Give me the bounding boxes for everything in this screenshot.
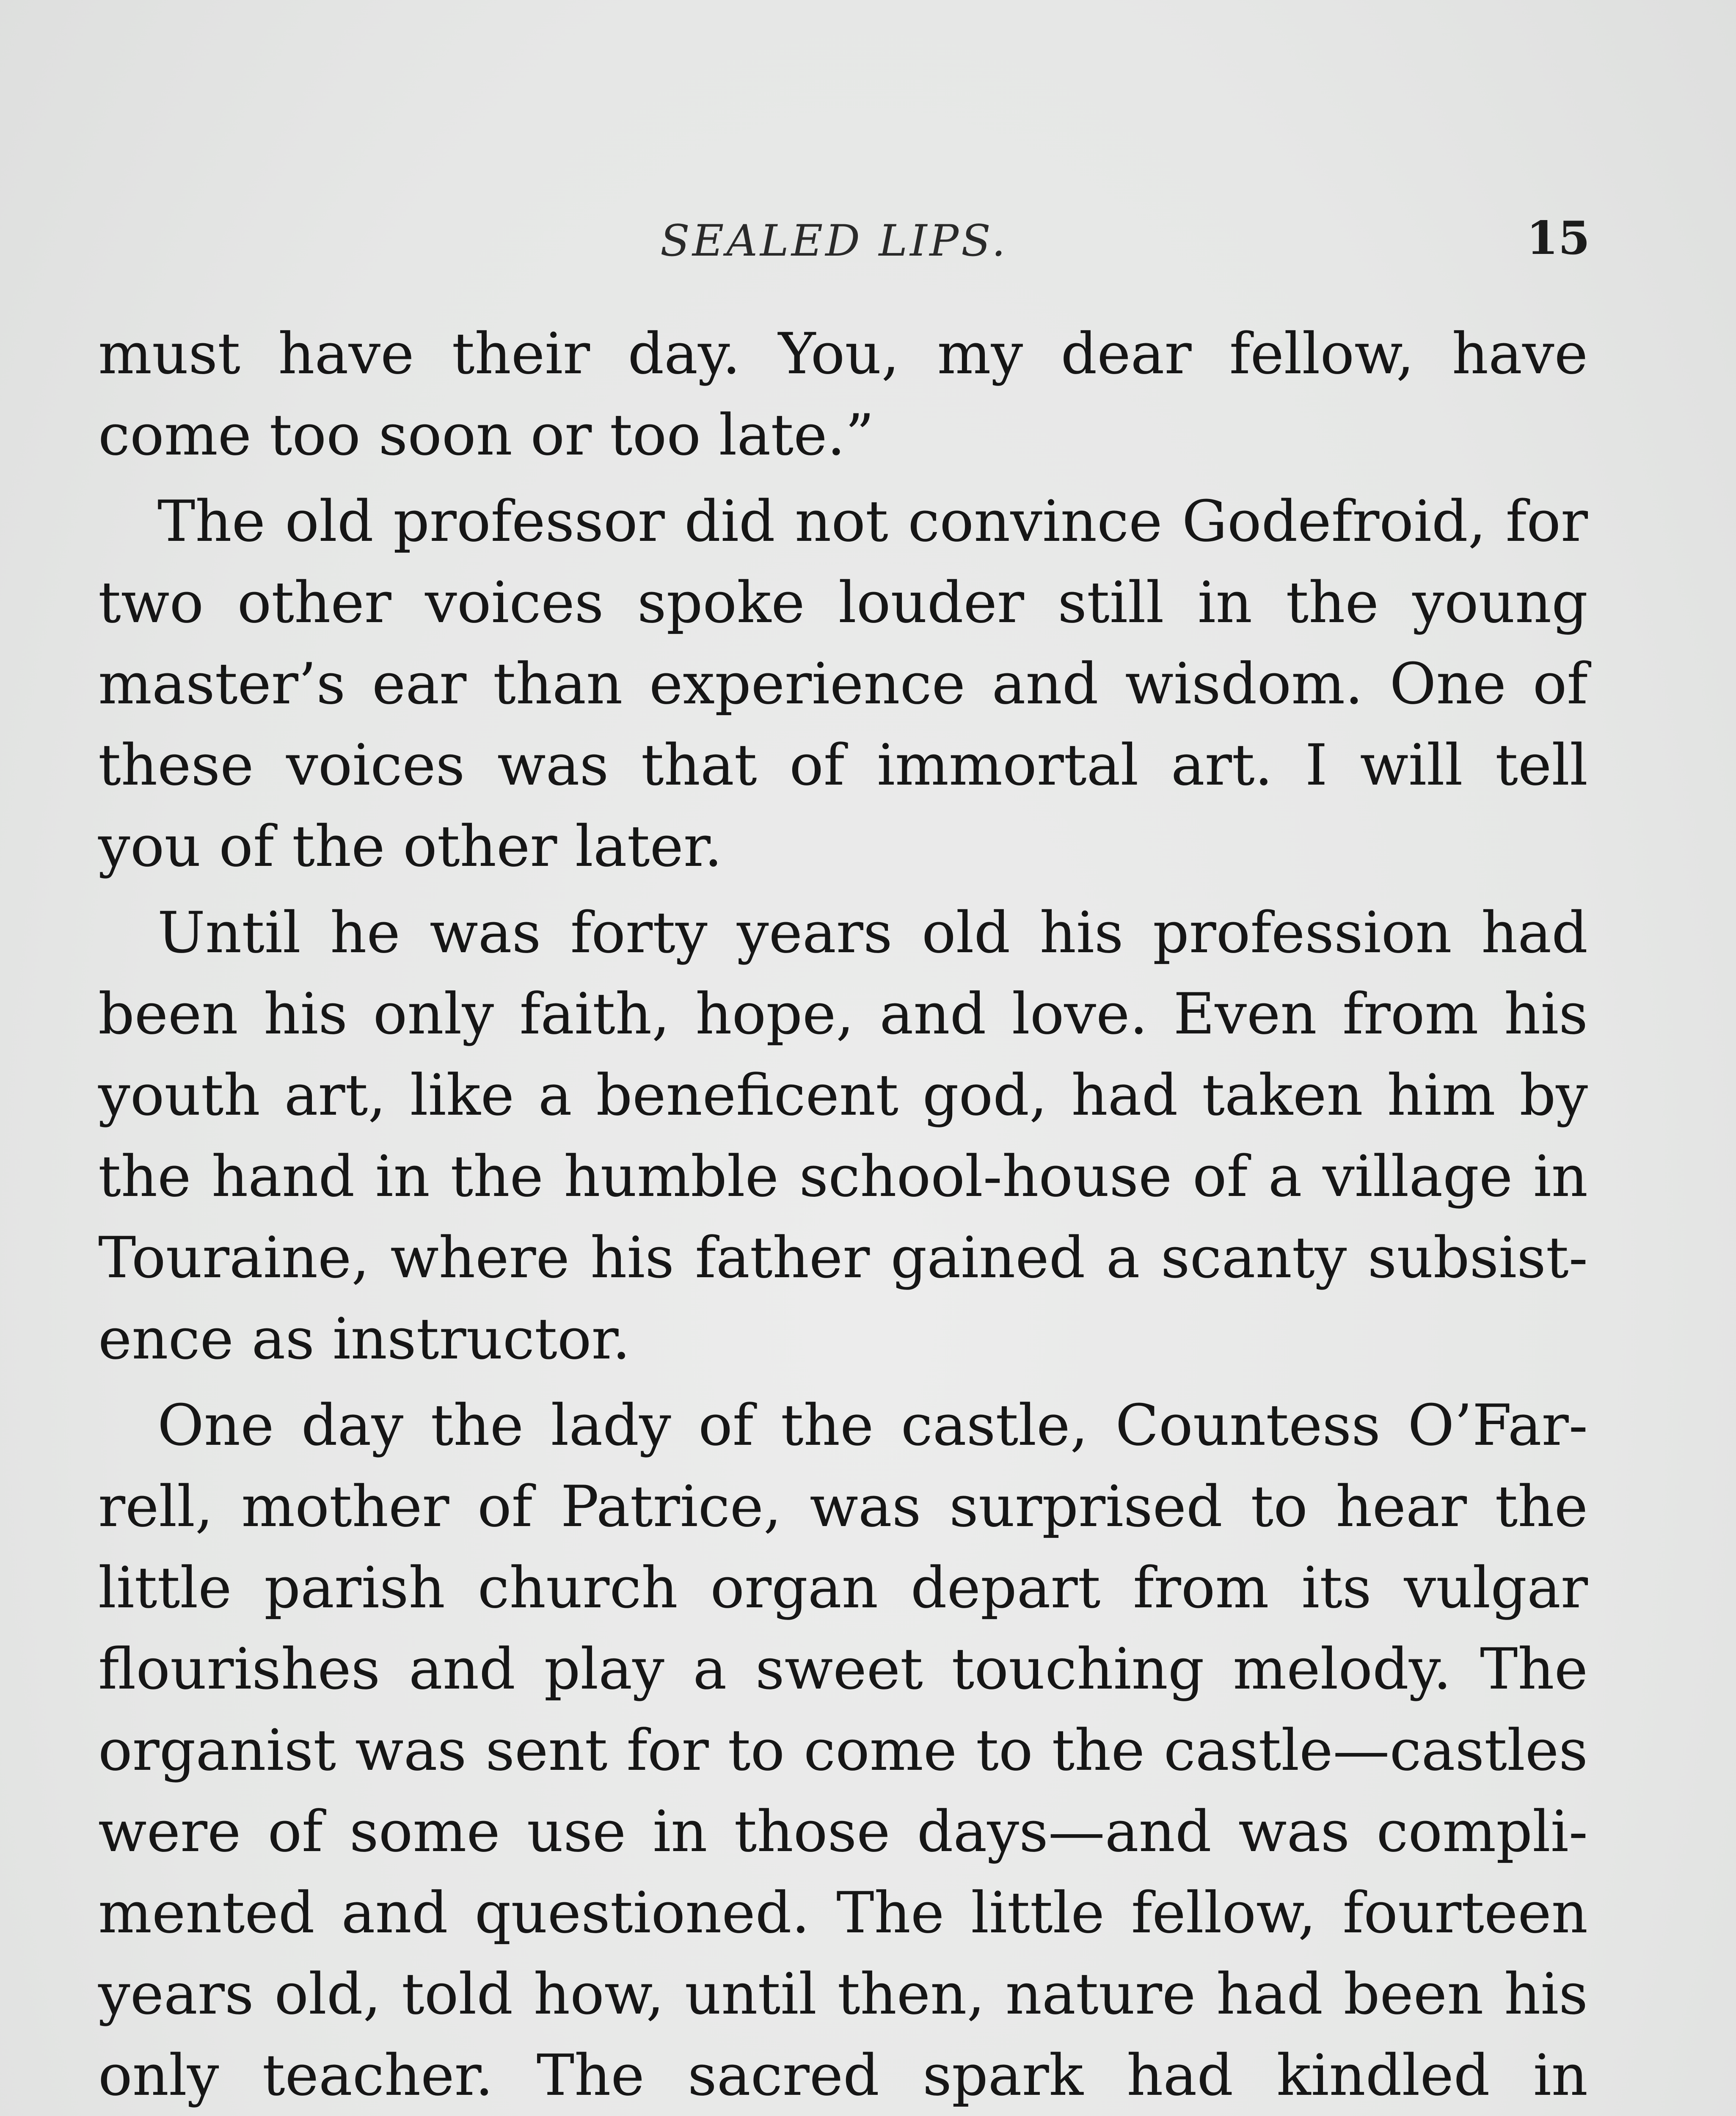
text-line: you of the other later. bbox=[98, 813, 722, 879]
text-line: come too soon or too late.” bbox=[98, 402, 874, 468]
text-line: organist was sent for to come to the castle—castles bbox=[98, 1717, 1588, 1783]
text-line: must have their day. You, my dear fellow, have bbox=[98, 321, 1588, 387]
text-line: rell, mother of Patrice, was surprised to hear the bbox=[98, 1474, 1588, 1540]
text-line: One day the lady of the castle, Countess O’Far- bbox=[157, 1392, 1588, 1458]
text-line: only teacher. The sacred spark had kindled in bbox=[98, 2042, 1588, 2108]
text-line: the hand in the humble school-house of a village in bbox=[98, 1143, 1588, 1210]
text-line: Until he was forty years old his profession had bbox=[157, 900, 1588, 966]
text-line: The old professor did not convince Godefroid, for bbox=[157, 488, 1588, 554]
text-line: years old, told how, until then, nature had been his bbox=[98, 1961, 1588, 2027]
text-line: been his only faith, hope, and love. Even from his bbox=[98, 981, 1588, 1047]
running-title: SEALED LIPS. bbox=[660, 216, 1008, 266]
text-line: flourishes and play a sweet touching melody. The bbox=[98, 1636, 1588, 1702]
text-line: mented and questioned. The little fellow, fourteen bbox=[98, 1880, 1588, 1946]
text-line: were of some use in those days—and was compli- bbox=[98, 1799, 1588, 1865]
body-text bbox=[98, 313, 1588, 2116]
text-line: youth art, like a beneficent god, had taken him by bbox=[98, 1062, 1588, 1128]
page-header bbox=[0, 199, 1736, 284]
text-line: two other voices spoke louder still in the young bbox=[98, 570, 1588, 636]
text-line: Touraine, where his father gained a scanty subsist- bbox=[98, 1225, 1588, 1291]
text-line: ence as instructor. bbox=[98, 1306, 631, 1372]
page-number: 15 bbox=[1526, 212, 1590, 265]
text-line: little parish church organ depart from its vulgar bbox=[98, 1555, 1588, 1621]
text-line: master’s ear than experience and wisdom. One of bbox=[98, 651, 1588, 717]
text-line: these voices was that of immortal art. I will tell bbox=[98, 732, 1588, 798]
